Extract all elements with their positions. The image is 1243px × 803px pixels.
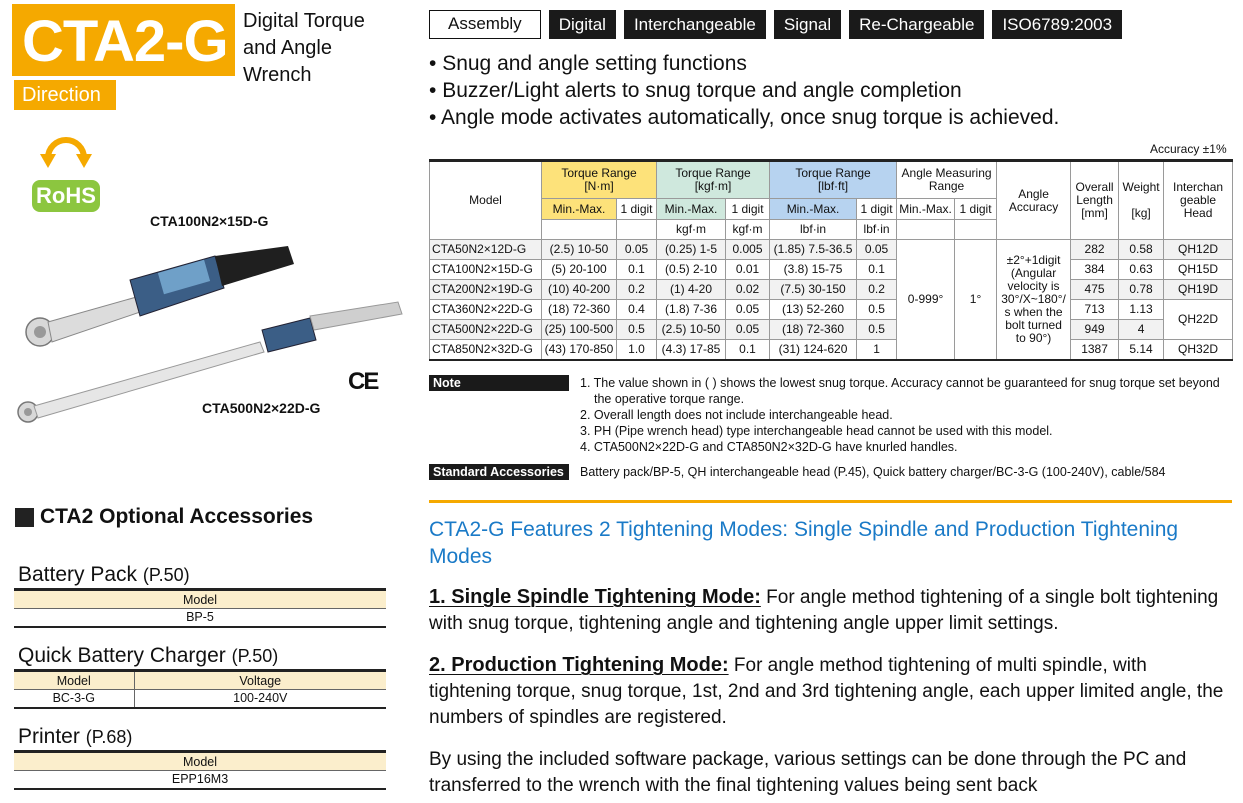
note-item: 2. Overall length does not include interchangeable head.	[580, 408, 893, 422]
unit-cell: kgf·m	[726, 220, 770, 240]
table-cell: (1.85) 7.5-36.5	[770, 240, 857, 260]
sub-header: 1 digit	[955, 199, 997, 220]
table-cell: (1.8) 7-36	[657, 300, 726, 320]
charger-block	[14, 643, 386, 709]
table-cell: 0.02	[726, 280, 770, 300]
modes-title: CTA2-G Features 2 Tightening Modes: Single Spindle and Production Tightening Modes	[429, 518, 1179, 568]
charger-page: (P.50)	[231, 646, 279, 666]
col-header-torque-nm: Torque Range [N·m]	[542, 161, 657, 199]
feature-item: • Snug and angle setting functions	[429, 50, 1059, 77]
table-cell: (3.8) 15-75	[770, 260, 857, 280]
table-cell: BC-3-G	[14, 690, 134, 708]
table-cell: CTA50N2×12D-G	[430, 240, 542, 260]
mode2-title: 2. Production Tightening Mode:	[429, 654, 729, 676]
table-cell: 0.2	[617, 280, 657, 300]
product-title	[243, 8, 365, 89]
battery-pack-block	[14, 562, 386, 628]
printer-table	[14, 750, 386, 790]
table-cell: (31) 124-620	[770, 340, 857, 360]
tag-interchangeable: Interchangeable	[624, 10, 766, 39]
table-cell: 0.4	[617, 300, 657, 320]
table-cell: QH19D	[1164, 280, 1233, 300]
table-header: Model	[14, 752, 386, 771]
printer-page: (P.68)	[85, 727, 133, 747]
table-cell: 475	[1071, 280, 1119, 300]
table-cell: 0.5	[617, 320, 657, 340]
feature-item: • Angle mode activates automatically, once snug torque is achieved.	[429, 104, 1059, 131]
table-cell: QH32D	[1164, 340, 1233, 360]
table-cell: (1) 4-20	[657, 280, 726, 300]
table-cell: 0.05	[726, 320, 770, 340]
table-cell: QH15D	[1164, 260, 1233, 280]
table-cell: (5) 20-100	[542, 260, 617, 280]
col-header-angle-accuracy: Angle Accuracy	[997, 161, 1071, 240]
charger-label: Quick Battery Charger	[18, 644, 226, 667]
table-cell: 1	[857, 340, 897, 360]
section-divider	[429, 500, 1232, 503]
model-logo: CTA2-G	[12, 4, 235, 76]
spec-table	[429, 159, 1233, 361]
sub-header: 1 digit	[726, 199, 770, 220]
notes-list	[580, 375, 1230, 455]
table-cell: 0.78	[1119, 280, 1164, 300]
table-cell: (2.5) 10-50	[542, 240, 617, 260]
product-title-line: Wrench	[243, 64, 312, 86]
table-cell: 1387	[1071, 340, 1119, 360]
tag-digital: Digital	[549, 10, 616, 39]
col-header-torque-kgf: Torque Range [kgf·m]	[657, 161, 770, 199]
table-cell: (0.5) 2-10	[657, 260, 726, 280]
col-header-model: Model	[430, 161, 542, 240]
table-cell: 384	[1071, 260, 1119, 280]
table-cell: 1°	[955, 240, 997, 360]
note-item: 3. PH (Pipe wrench head) type interchangeable head cannot be used with this model.	[580, 424, 1053, 438]
short-wrench-image	[26, 246, 294, 346]
table-cell: CTA360N2×22D-G	[430, 300, 542, 320]
col-header-angle-range: Angle Measuring Range	[897, 161, 997, 199]
table-cell: 949	[1071, 320, 1119, 340]
battery-pack-label: Battery Pack	[18, 563, 138, 586]
col-header-head: Interchan geable Head	[1164, 161, 1233, 240]
table-cell: 0.1	[617, 260, 657, 280]
table-cell: 0.63	[1119, 260, 1164, 280]
feature-item: • Buzzer/Light alerts to snug torque and angle completion	[429, 77, 1059, 104]
table-row	[430, 300, 1233, 320]
table-cell: 0.5	[857, 300, 897, 320]
image-caption: CTA100N2×15D-G	[150, 213, 269, 229]
printer-label: Printer	[18, 725, 80, 748]
table-cell: 0-999°	[897, 240, 955, 360]
unit-cell: lbf·in	[770, 220, 857, 240]
table-cell: 0.1	[857, 260, 897, 280]
table-cell: (10) 40-200	[542, 280, 617, 300]
battery-pack-name	[14, 562, 386, 588]
software-paragraph: By using the included software package, various settings can be done through the PC and transferred to the wrench with the final tightening values being sent back	[429, 749, 1187, 796]
table-row	[430, 240, 1233, 260]
table-cell: (43) 170-850	[542, 340, 617, 360]
sub-header: 1 digit	[617, 199, 657, 220]
table-cell: 0.1	[726, 340, 770, 360]
bidirectional-arrow-icon	[38, 124, 94, 170]
table-cell: 282	[1071, 240, 1119, 260]
sub-header: Min.-Max.	[897, 199, 955, 220]
table-cell: 1.0	[617, 340, 657, 360]
table-row	[430, 280, 1233, 300]
table-cell: CTA850N2×32D-G	[430, 340, 542, 360]
ce-mark: CE	[348, 368, 378, 395]
table-cell: 4	[1119, 320, 1164, 340]
charger-table	[14, 669, 386, 709]
product-title-line: Digital Torque	[243, 10, 365, 32]
table-cell: (7.5) 30-150	[770, 280, 857, 300]
table-row	[430, 340, 1233, 360]
square-bullet-icon	[15, 508, 34, 527]
table-cell: (2.5) 10-50	[657, 320, 726, 340]
unit-cell: lbf·in	[857, 220, 897, 240]
table-cell: (4.3) 17-85	[657, 340, 726, 360]
table-cell: 0.05	[617, 240, 657, 260]
sub-header: Min.-Max.	[542, 199, 617, 220]
table-cell: 713	[1071, 300, 1119, 320]
table-row	[430, 260, 1233, 280]
table-cell: 100-240V	[134, 690, 386, 708]
table-header: Model	[14, 590, 386, 609]
battery-pack-page: (P.50)	[142, 565, 190, 585]
note-label: Note	[429, 375, 569, 391]
table-cell: CTA100N2×15D-G	[430, 260, 542, 280]
printer-name	[14, 724, 386, 750]
angle-accuracy-cell: ±2°+1digit (Angular velocity is 30°/X~180°/ s when the bolt turned to 90°)	[997, 240, 1071, 360]
table-header: Model	[14, 671, 134, 690]
battery-pack-table	[14, 588, 386, 628]
direction-label: Direction	[14, 80, 116, 110]
table-cell: (18) 72-360	[542, 300, 617, 320]
mode1-text: For angle method tightening of a single bolt tightening with snug torque, tightening angle and tightening angle upper limit settings.	[429, 587, 1219, 634]
unit-cell: kgf·m	[657, 220, 726, 240]
mode1-title: 1. Single Spindle Tightening Mode:	[429, 586, 761, 608]
tag-assembly: Assembly	[429, 10, 541, 39]
table-cell: QH12D	[1164, 240, 1233, 260]
table-cell: 0.58	[1119, 240, 1164, 260]
feature-tags	[429, 10, 1122, 39]
tag-signal: Signal	[774, 10, 841, 39]
image-caption: CTA500N2×22D-G	[202, 400, 321, 416]
table-cell: 0.5	[857, 320, 897, 340]
sub-header: Min.-Max.	[657, 199, 726, 220]
standard-accessories-text: Battery pack/BP-5, QH interchangeable head (P.45), Quick battery charger/BC-3-G (100-240V), cable/584	[580, 465, 1166, 479]
charger-name	[14, 643, 386, 669]
table-cell: 0.05	[726, 300, 770, 320]
table-cell: 1.13	[1119, 300, 1164, 320]
feature-list	[429, 50, 1059, 131]
col-header-torque-lbf: Torque Range [lbf·ft]	[770, 161, 897, 199]
mode2-text: For angle method tightening of multi spindle, with tightening torque, snug torque, 1st, 2nd and 3rd tightening angle, each upper limited angle, the numbers of spindles are registered.	[429, 655, 1224, 728]
table-cell: EPP16M3	[14, 771, 386, 789]
table-cell: 5.14	[1119, 340, 1164, 360]
table-cell: (25) 100-500	[542, 320, 617, 340]
table-cell: (18) 72-360	[770, 320, 857, 340]
table-cell: 0.01	[726, 260, 770, 280]
table-cell: 0.005	[726, 240, 770, 260]
sub-header: Min.-Max.	[770, 199, 857, 220]
table-cell: 0.05	[857, 240, 897, 260]
optional-accessories-heading: CTA2 Optional Accessories	[40, 505, 314, 528]
note-item: 1. The value shown in ( ) shows the lowest snug torque. Accuracy cannot be guaranteed for snug torque set beyond the operative torque range.	[580, 376, 1220, 406]
col-header-length: Overall Length [mm]	[1071, 161, 1119, 240]
optional-accessories-title	[15, 505, 313, 529]
table-cell: (0.25) 1-5	[657, 240, 726, 260]
table-cell: CTA200N2×19D-G	[430, 280, 542, 300]
table-cell: QH22D	[1164, 300, 1233, 340]
table-cell: 0.2	[857, 280, 897, 300]
mode2-paragraph	[429, 652, 1232, 731]
table-cell: CTA500N2×22D-G	[430, 320, 542, 340]
table-header: Voltage	[134, 671, 386, 690]
sub-header: 1 digit	[857, 199, 897, 220]
note-item: 4. CTA500N2×22D-G and CTA850N2×32D-G have knurled handles.	[580, 440, 958, 454]
table-row	[430, 320, 1233, 340]
tag-rechargeable: Re-Chargeable	[849, 10, 984, 39]
mode1-paragraph	[429, 584, 1232, 637]
tag-iso: ISO6789:2003	[992, 10, 1122, 39]
standard-accessories-label: Standard Accessories	[429, 464, 569, 480]
rohs-badge: RoHS	[32, 180, 100, 212]
col-header-weight: Weight [kg]	[1119, 161, 1164, 240]
printer-block	[14, 724, 386, 790]
table-cell: BP-5	[14, 609, 386, 627]
product-title-line: and Angle	[243, 37, 332, 59]
accuracy-note: Accuracy ±1%	[1150, 142, 1227, 156]
table-cell: (13) 52-260	[770, 300, 857, 320]
